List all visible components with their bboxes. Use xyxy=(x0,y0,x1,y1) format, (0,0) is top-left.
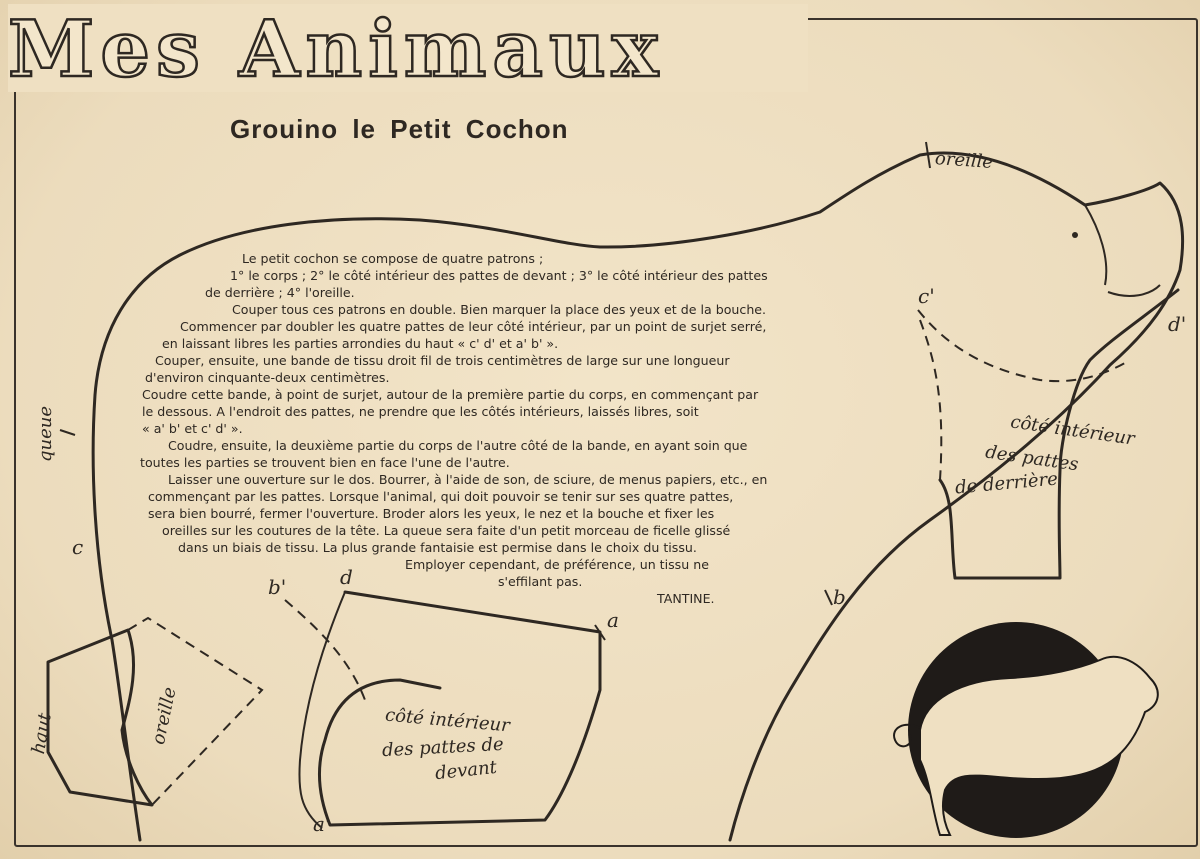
text-line: sera bien bourré, fermer l'ouverture. Broder alors les yeux, le nez et la bouche et fixer les xyxy=(148,506,715,521)
marker-a-prime: a' xyxy=(313,812,331,836)
text-line: « a' b' et c' d' ». xyxy=(142,421,243,436)
front-leg-seam-dashed xyxy=(285,600,365,700)
eye-mark xyxy=(1072,232,1078,238)
label-queue: queue xyxy=(35,405,56,462)
snout-lines xyxy=(1085,205,1160,296)
text-line: le dessous. A l'endroit des pattes, ne prendre que les côtés intérieurs, laissés libres, soit xyxy=(142,404,699,419)
text-line: toutes les parties se trouvent bien en face l'une de l'autre. xyxy=(140,455,510,470)
marker-d-prime: d' xyxy=(1168,312,1187,336)
text-line: Commencer par doubler les quatre pattes de leur côté intérieur, par un point de surjet serré, xyxy=(180,319,767,334)
marker-a: a xyxy=(607,608,619,632)
label-rear-leg-1: côté intérieur xyxy=(1009,411,1136,450)
label-rear-leg-2: des pattes xyxy=(983,441,1080,476)
marker-b: b xyxy=(833,585,846,609)
marker-c-prime: c' xyxy=(918,284,935,308)
label-front-leg-2: des pattes de xyxy=(381,733,505,762)
text-line: s'effilant pas. xyxy=(498,574,583,589)
text-line: d'environ cinquante-deux centimètres. xyxy=(145,370,390,385)
text-line: commençant par les pattes. Lorsque l'animal, qui doit pouvoir se tenir sur ses quatre pattes, xyxy=(148,489,734,504)
text-line: Laisser une ouverture sur le dos. Bourrer, à l'aide de son, de sciure, de menus papiers, etc., en xyxy=(168,472,768,487)
text-line: Couper tous ces patrons en double. Bien marquer la place des yeux et de la bouche. xyxy=(232,302,767,317)
text-line: oreilles sur les coutures de la tête. La queue sera faite d'un petit morceau de ficelle glissé xyxy=(162,523,731,538)
label-front-leg-1: côté intérieur xyxy=(384,704,511,737)
text-line: de derrière ; 4° l'oreille. xyxy=(205,285,355,300)
marker-d: d xyxy=(340,565,353,589)
marker-b-prime: b' xyxy=(268,575,287,599)
text-line: dans un biais de tissu. La plus grande fantaisie est permise dans le choix du tissu. xyxy=(178,540,697,555)
signature: TANTINE. xyxy=(657,591,715,606)
label-haut: haut xyxy=(28,711,56,756)
label-rear-leg-3: de derrière xyxy=(954,468,1059,499)
ear-seam-dashed xyxy=(128,618,262,805)
front-leg-inner-outline xyxy=(320,592,600,825)
text-line: Employer cependant, de préférence, un tissu ne xyxy=(405,557,709,572)
ear-pattern-outline xyxy=(48,630,152,805)
marker-c: c xyxy=(72,535,84,559)
label-oreille-top: oreille xyxy=(934,148,994,173)
text-line: Le petit cochon se compose de quatre patrons ; xyxy=(242,251,544,266)
page-header: Mes Animaux xyxy=(8,4,665,95)
text-line: Coudre cette bande, à point de surjet, autour de la première partie du corps, en commençant par xyxy=(142,387,759,402)
article-title: Grouino le Petit Cochon xyxy=(230,114,569,144)
label-oreille-left: oreille xyxy=(148,685,181,747)
text-line: Couper, ensuite, une bande de tissu droit fil de trois centimètres de large sur une longueur xyxy=(155,353,730,368)
label-front-leg-3: devant xyxy=(434,756,498,785)
text-line: Coudre, ensuite, la deuxième partie du corps de l'autre côté de la bande, en ayant soin que xyxy=(168,438,748,453)
text-line: 1° le corps ; 2° le côté intérieur des pattes de devant ; 3° le côté intérieur des pattes xyxy=(230,268,768,283)
text-line: en laissant libres les parties arrondies du haut « c' d' et a' b' ». xyxy=(162,336,559,351)
